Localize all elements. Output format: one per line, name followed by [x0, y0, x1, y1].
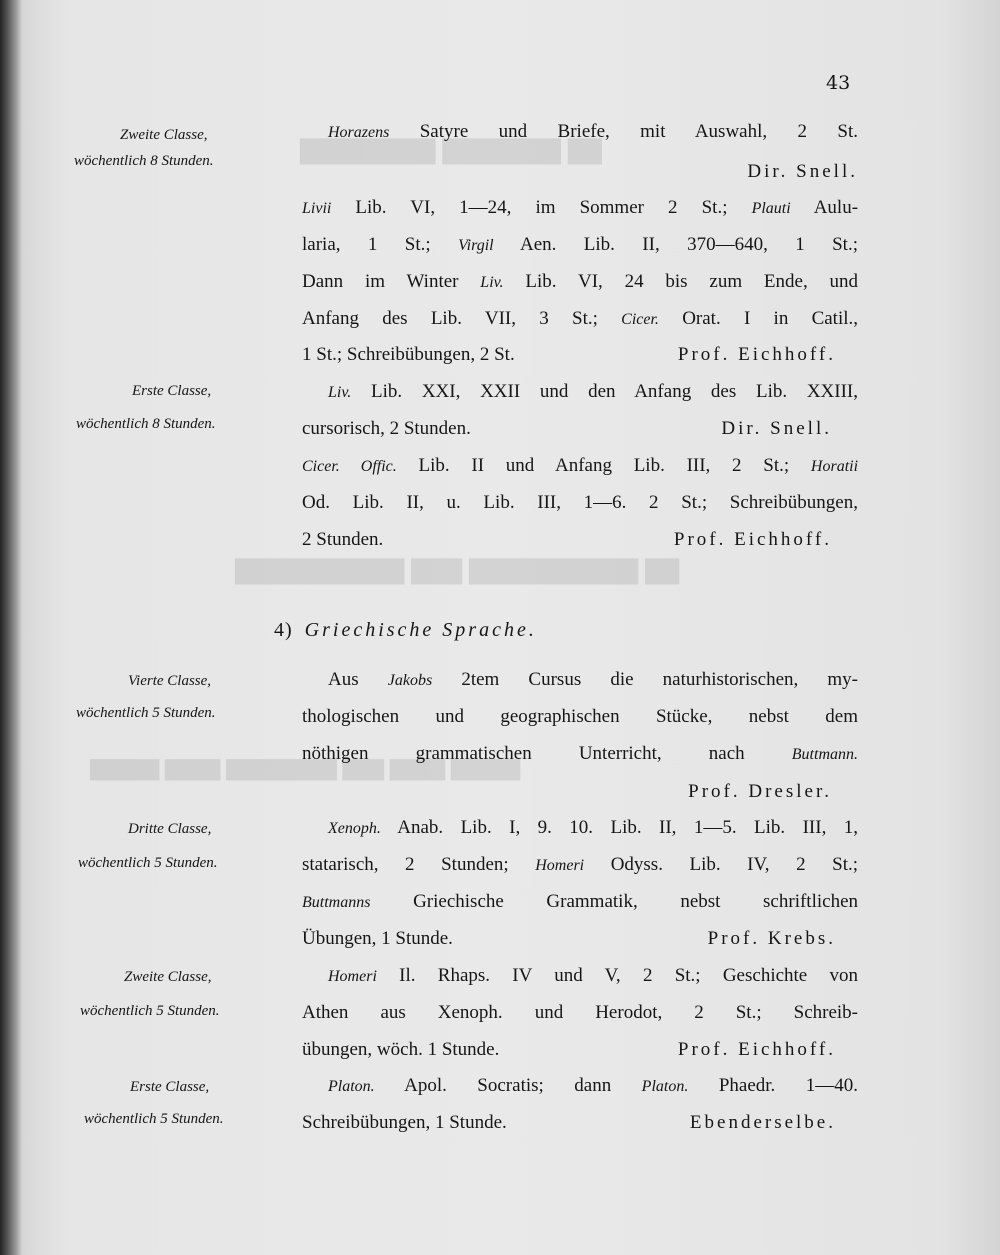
text-line: Cicer. Offic. Lib. II und Anfang Lib. III, 2 St.; Horatii: [302, 455, 859, 476]
hours-label: wöchentlich 8 Stunden.: [74, 153, 214, 169]
class-label: Zweite Classe,: [124, 969, 212, 985]
bleed-through-shadow: ██ ██████████ ███ ██████████: [235, 560, 679, 585]
text-line: Platon. Apol. Socratis; dann Platon. Phaedr. 1—40.: [328, 1075, 858, 1096]
text-line: cursorisch, 2 Stunden. Dir. Snell.: [302, 418, 832, 439]
text-line: Livii Lib. VI, 1—24, im Sommer 2 St.; Plauti Aulu-: [302, 197, 859, 218]
text-line: Übungen, 1 Stunde. Prof. Krebs.: [302, 928, 836, 949]
text-line: Liv. Lib. XXI, XXII und den Anfang des Lib. XXIII,: [328, 381, 858, 402]
signature: Prof. Krebs.: [707, 928, 836, 949]
text-line: thologischen und geographischen Stücke, nebst dem: [302, 706, 858, 727]
class-label: Dritte Classe,: [128, 821, 212, 837]
binding-gutter: [0, 0, 22, 1255]
text-line: Anfang des Lib. VII, 3 St.; Cicer. Orat. I in Catil.,: [302, 308, 859, 329]
text-line: Horazens Satyre und Briefe, mit Auswahl, 2 St.: [328, 121, 858, 142]
text-line: Aus Jakobs 2tem Cursus die naturhistorischen, my-: [328, 669, 858, 690]
hours-label: wöchentlich 5 Stunden.: [76, 705, 216, 721]
text-line: Xenoph. Anab. Lib. I, 9. 10. Lib. II, 1—5. Lib. III, 1,: [328, 817, 858, 838]
hours-label: wöchentlich 5 Stunden.: [84, 1111, 224, 1127]
text-line: nöthigen grammatischen Unterricht, nach Buttmann.: [302, 743, 858, 764]
signature: Prof. Eichhoff.: [677, 344, 836, 365]
page-number: 43: [826, 72, 851, 94]
signature: Prof. Eichhoff.: [677, 1039, 836, 1060]
bleed-through-shadow: ██ ███████ ████████: [300, 140, 602, 165]
signature: Dir. Snell.: [747, 161, 858, 182]
class-label: Erste Classe,: [130, 1079, 210, 1095]
class-label: Zweite Classe,: [120, 127, 208, 143]
text-line: statarisch, 2 Stunden; Homeri Odyss. Lib. IV, 2 St.;: [302, 854, 859, 875]
hours-label: wöchentlich 5 Stunden.: [78, 855, 218, 871]
section-heading: 4) Griechische Sprache.: [274, 619, 537, 641]
text-line: Schreibübungen, 1 Stunde. Ebenderselbe.: [302, 1112, 836, 1133]
text-line: Athen aus Xenoph. und Herodot, 2 St.; Schreib-: [302, 1002, 858, 1023]
text-line: 1 St.; Schreibübungen, 2 St. Prof. Eichhoff.: [302, 344, 836, 365]
class-label: Erste Classe,: [132, 383, 212, 399]
text-line: Od. Lib. II, u. Lib. III, 1—6. 2 St.; Schreibübungen,: [302, 492, 858, 513]
hours-label: wöchentlich 8 Stunden.: [76, 416, 216, 432]
class-label: Vierte Classe,: [128, 673, 212, 689]
signature: Prof. Eichhoff.: [673, 529, 832, 550]
text-line: 2 Stunden. Prof. Eichhoff.: [302, 529, 832, 550]
hours-label: wöchentlich 5 Stunden.: [80, 1003, 220, 1019]
text-line: Dann im Winter Liv. Lib. VI, 24 bis zum Ende, und: [302, 271, 859, 292]
text-line: laria, 1 St.; Virgil Aen. Lib. II, 370—640, 1 St.;: [302, 234, 858, 255]
text-line: Buttmanns Griechische Grammatik, nebst schriftlichen: [302, 891, 858, 912]
signature: Prof. Dresler.: [688, 781, 832, 802]
text-line: Homeri Il. Rhaps. IV und V, 2 St.; Geschichte von: [328, 965, 858, 986]
text-line: übungen, wöch. 1 Stunde. Prof. Eichhoff.: [302, 1039, 836, 1060]
signature: Ebenderselbe.: [689, 1112, 836, 1133]
signature: Dir. Snell.: [721, 418, 832, 439]
bleed-through-shadow: █████ ████ ███ ████████ ████ █████: [90, 760, 521, 781]
